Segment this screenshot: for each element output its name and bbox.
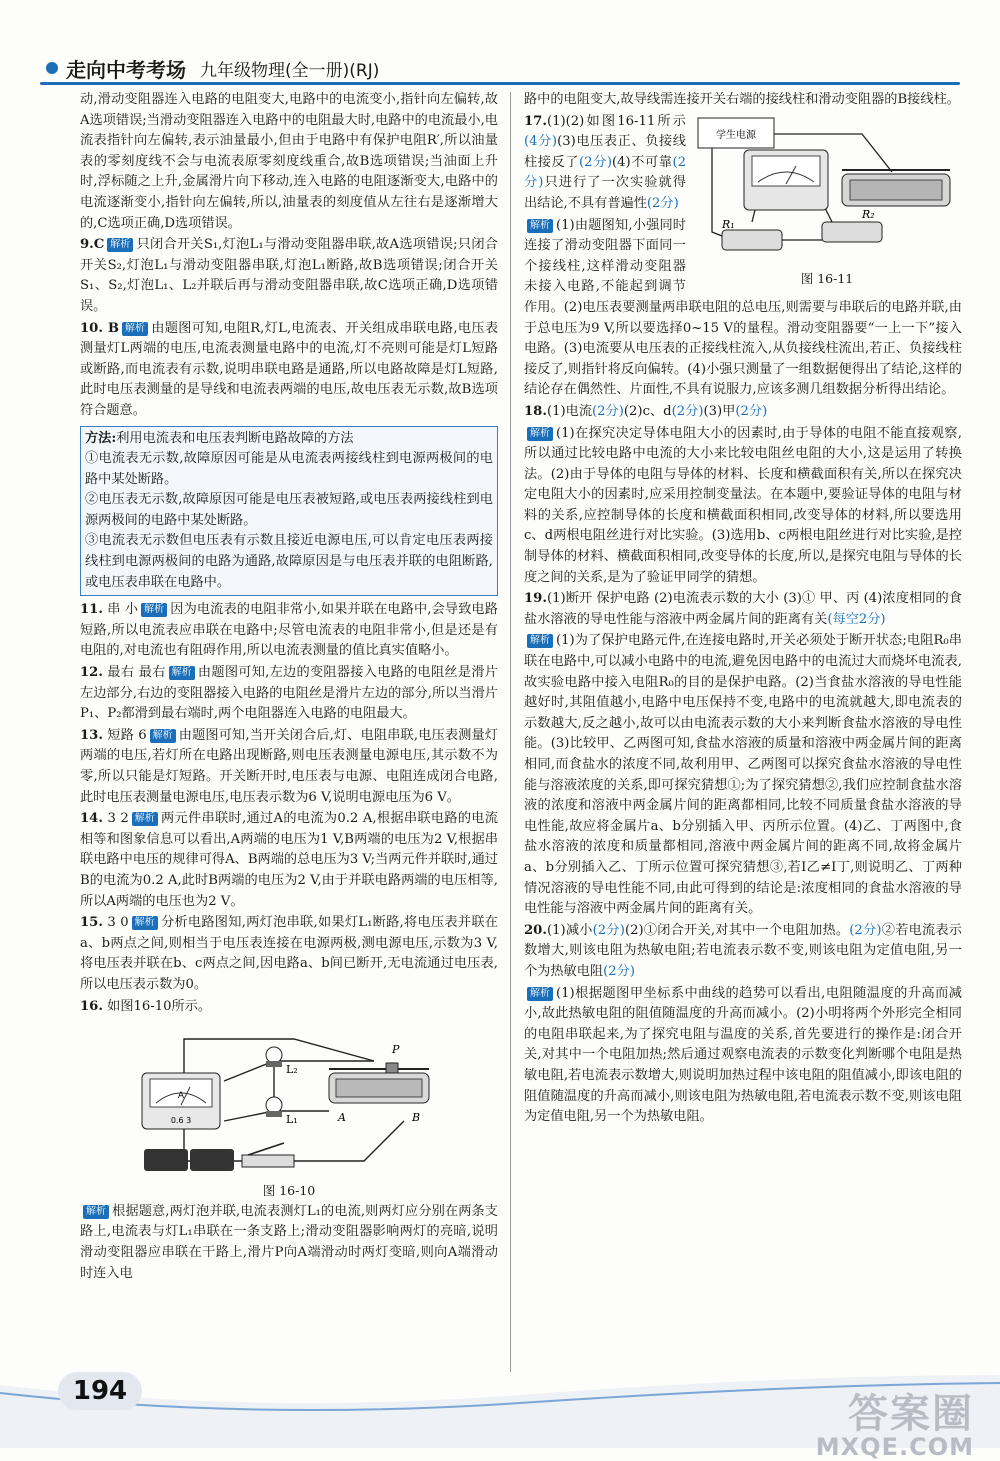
answer-12: [80, 663, 498, 725]
answer-15: [80, 913, 498, 995]
power-supply-label: 学生电源: [716, 129, 756, 141]
page-header: [40, 48, 960, 88]
figure-16-11: [692, 112, 962, 290]
ammeter-scale: 0.6 3: [170, 1116, 192, 1126]
analysis-text: 由题图可知,当开关闭合后,灯、电阻串联,电压表测量灯两端的电压,若灯所在电路出现断路,则电压表测量电源电压,其示数不为零,所以只能是灯短路。开关断开时,电压表与电源、电阻连成闭合电路,此时电压表测量电源电压,电压表示数为6 V,说明电源电压为6 V。: [80, 727, 498, 805]
battery-icon: [144, 1149, 234, 1171]
answer-fill: 短路 6: [107, 727, 147, 743]
bulb-icon: [266, 1097, 282, 1117]
method-item: ②电压表无示数,故障原因可能是电压表被短路,或电压表两接线柱到电源两极间的电路中某处断路。: [85, 492, 493, 528]
answer-text: (1)断开 保护电路 (2)电流表示数的大小 (3)① 甲、丙 (4)浓度相同的食盐水溶液的导电性能与溶液中两金属片间的距离有关: [524, 591, 962, 627]
answer-number: 17.: [524, 113, 547, 129]
answer-fill: 串 小: [107, 602, 139, 618]
analysis-tag: 解析: [141, 603, 167, 617]
answer-number: 14.: [80, 811, 103, 827]
analysis-tag: 解析: [527, 219, 553, 233]
analysis-tag: 解析: [527, 987, 553, 1001]
continued-text: 动,滑动变阻器连入电路的电阻变大,电路中的电流变小,指针向左偏转,故A选项错误;当滑动变阻器连入电路中的电阻最大时,电路中的电流最小,电流表指针向左偏转,表示油量最小,但由于电路中有保护电阻R′,所以油量表的零刻度线不会与电流表原零刻度线重合,故B选项错误;当油面上升时,浮标随之上升,金属滑片向下移动,连入电路的电阻逐渐变大,电路中的电流逐渐变小,指针向左偏转,所以,油量表的刻度值从左往右是逐渐增大的,C选项正确,D选项错误。: [80, 92, 498, 231]
answer-text: (2)c、d: [623, 403, 672, 419]
answer-fill: 最右 最右: [107, 665, 166, 681]
analysis-text: 分析电路图知,两灯泡串联,如果灯L₁断路,将电压表并联在a、b两点之间,则相当于电压表连接在电源两极,测电源电压,示数为3 V,将电压表并联在b、c两点之间,因电路a、b间已断开,无电流通过电压表,所以电压表示数为0。: [80, 915, 498, 992]
points-mark: (2分): [524, 154, 686, 191]
answer-9: [80, 235, 498, 317]
points-mark: (2分): [592, 922, 625, 938]
bulb-icon: [266, 1047, 282, 1067]
points-mark: (2分): [603, 963, 635, 979]
watermark-line2: MXQE.COM: [815, 1433, 974, 1461]
rheostat-icon: [329, 1063, 429, 1103]
answer-text: 如图16-10所示。: [107, 998, 212, 1014]
analysis-tag: 解析: [169, 666, 195, 680]
column-divider: [510, 92, 511, 1372]
answer-number: 15.: [80, 915, 103, 931]
analysis-text: 两元件串联时,通过A的电流为0.2 A,根据串联电路的电流相等和图象信息可以看出,A两端的电压为1 V,B两端的电压为2 V,根据串联电路中电压的规律可得A、B两端的总电压为3 V;当两元件并联时,通过B的电流为0.2 A,此时B两端的电压为2 V,由于并联电路两端的电压相等,所以A两端的电压也为2 V。: [80, 811, 498, 909]
ammeter-letter: A: [177, 1091, 185, 1102]
switch-icon: [242, 1143, 294, 1167]
answer-16: [80, 997, 498, 1018]
analysis-tag: 解析: [122, 322, 148, 336]
book-brand: 走向中考考场: [66, 58, 186, 82]
answer-number: 20.: [524, 922, 547, 938]
analysis-text: (1)为了保护电路元件,在连接电路时,开关必须处于断开状态;电阻R₀串联在电路中,可以减小电路中的电流,避免因电路中的电流过大而烧坏电流表,故实验电路中接入电阻R₀的目的是保护电路。(2)当食盐水溶液的导电性能越好时,其阻值越小,电路中电压保持不变,电路中的电流就越大,即电流表的示数越大,反之越小,故可以由电流表示数的大小来判断食盐水溶液的导电性能。(3)比较甲、乙两图可知,食盐水溶液的质量和溶液中两金属片间的距离相同,而食盐水的浓度不同,故利用甲、乙两图可以探究食盐水溶液的导电性能与溶液浓度的关系,即可探究猜想①;为了探究猜想②,我们应控制食盐水溶液的浓度和溶液中两金属片间的距离都相同,比较不同质量食盐水溶液的导电性能,故应将金属片a、b分别插入甲、丙所示位置。(4)乙、丁两图中,食盐水溶液的浓度和质量都相同,溶液中两金属片间的距离不同,故将金属片a、b分别插入乙、丁所示位置可探究猜想③,若I乙≠I丁,则说明乙、丁两种情况溶液的导电性能不同,由此可得到的结论是:浓度相同的食盐水溶液的导电性能与溶液中两金属片间的距离有关。: [524, 633, 962, 917]
watermark-line1: 答案圈: [848, 1391, 974, 1437]
points-mark: (2分): [849, 922, 882, 938]
label-a: A: [338, 1111, 346, 1125]
points-mark: (2分): [578, 154, 612, 170]
label-p: P: [392, 1043, 400, 1057]
label-r1: R₁: [722, 217, 735, 231]
answer-number: 12.: [80, 665, 103, 681]
analysis-tag: 解析: [527, 427, 553, 441]
circuit-diagram-16-10: [124, 1021, 454, 1179]
label-r2: R₂: [862, 207, 875, 221]
answer-number: 11.: [80, 602, 103, 618]
answer-text: (2)①闭合开关,对其中一个电阻加热。: [624, 922, 850, 938]
answer-text: (1)(2)如图16-11所示: [546, 113, 686, 129]
analysis-tag: 解析: [150, 729, 176, 743]
points-mark: (2分): [671, 403, 704, 419]
analysis-tag: 解析: [527, 634, 553, 648]
answer-number: 9.C: [80, 237, 105, 253]
resistor-icon: [722, 230, 782, 250]
method-box: [80, 426, 498, 597]
figure-caption: 图 16-10: [262, 1183, 316, 1199]
watermark-logo: [816, 1382, 974, 1461]
analysis-text: 根据题意,两灯泡并联,电流表测灯L₁的电流,则两灯应分别在两条支路上,电流表与灯L₁串联在一条支路上;滑动变阻器影响两灯的亮暗,说明滑动变阻器应串联在干路上,滑片P向A端滑动时两灯变暗,则向A端滑动时连入电: [80, 1203, 498, 1281]
answer-number: 10. B: [80, 320, 119, 336]
answer-number: 18.: [524, 403, 547, 419]
answer-text: (3)甲: [703, 403, 736, 419]
label-l1: L₁: [286, 1113, 298, 1127]
analysis-tag: 解析: [83, 1205, 109, 1219]
answer-number: 16.: [80, 998, 103, 1014]
analysis-tag: 解析: [132, 812, 158, 826]
right-column: [524, 90, 962, 1129]
figure-caption: 图 16-11: [800, 271, 854, 287]
analysis-tag: 解析: [132, 916, 158, 930]
answer-16-analysis: [80, 1202, 498, 1284]
analysis-text: 由题图可知,左边的变阻器接入电路的电阻丝是滑片左边部分,右边的变阻器接入电路的电阻丝是滑片左边的部分,所以当滑片P₁、P₂都滑到最右端时,两个电阻器连入电路的电阻最大。: [80, 665, 498, 722]
analysis-text: 因为电流表的电阻非常小,如果并联在电路中,会导致电路短路,所以电流表应串联在电路中;尽管电流表的电阻非常小,但是还是有电阻的,对电流也有阻碍作用,所以电流表测量的值比真实值略小。: [80, 602, 498, 659]
figure-16-10: [124, 1021, 454, 1179]
answer-number: 13.: [80, 727, 103, 743]
analysis-text: 只闭合开关S₁,灯泡L₁与滑动变阻器串联,故A选项错误;只闭合开关S₂,灯泡L₁与滑动变阻器串联,灯泡L₁断路,故B选项错误;闭合开关S₁、S₂,灯泡L₁、L₂并联后再与滑动变阻器串联,故C选项正确,D选项错误。: [80, 237, 498, 314]
analysis-text: 由题图可知,电阻R,灯L,电流表、开关组成串联电路,电压表测量灯L两端的电压,电流表测量电路中的电流,灯不亮则可能是灯L短路或断路,而电流表有示数,说明串联电路是通路,所以电路故障是灯L短路,此时电压表测量的是导线和电流表两端的电压,故电压表无示数,故B选项符合题意。: [80, 320, 499, 418]
answer-text: (1)减小: [546, 922, 593, 938]
analysis-text: (1)由题图知,小强同时连接了滑动变阻器下面同一个接线柱,这样滑动变阻器未接入电路,不能起到调节作用。(2)电压表要测量两串联电阻的总电压,则需要与串联后的电路并联,由于总电压为9 V,所以要选择0~15 V的量程。滑动变阻器要“一上一下”接入电路。(3)电流要从电压表的正接线柱流入,从负接线柱流出,若正、负接线柱接反了,则指针将反向偏转。(4)小强只测量了一组数据便得出了结论,这样的结论存在偶然性、片面性,不具有说服力,应该多测几组数据分析得出结论。: [524, 217, 962, 398]
points-mark: (每空2分): [827, 611, 886, 627]
answer-number: 19.: [524, 591, 547, 607]
answer-text: (3)电压表正、负接线柱接反了: [524, 134, 686, 170]
answer-19: [524, 589, 962, 630]
answer-text: 只进行了一次实验就得出结论,不具有普遍性: [524, 175, 686, 211]
bullet-dot-icon: [46, 62, 58, 74]
answer-14: [80, 809, 498, 912]
resistor-icon: [822, 222, 882, 242]
answer-11: [80, 600, 498, 662]
continued-text: 路中的电阻变大,故导线需连接开关右端的接线柱和滑动变阻器的B接线柱。: [524, 92, 960, 107]
method-item: ①电流表无示数,故障原因可能是从电流表两接线柱到电源两极间的电路中某处断路。: [85, 451, 493, 487]
answer-20: [524, 921, 962, 983]
points-mark: (2分): [646, 195, 679, 211]
answer-text: (1)电流: [546, 403, 593, 419]
points-mark: (2分): [735, 403, 768, 419]
points-mark: (4分): [524, 134, 558, 150]
answer-text: ②若电流表示数增大,则该电阻为热敏电阻;若电流表示数不变,则该电阻为定值电阻,另一个为热敏电阻: [524, 922, 962, 979]
analysis-text: (1)在探究决定导体电阻大小的因素时,由于导体的电阻不能直接观察,所以通过比较电路中电流的大小来比较电阻丝电阻的大小,这是运用了转换法。(2)由于导体的电阻与导体的材料、长度和横截面积有关,所以在探究决定电阻大小的因素时,应采用控制变量法。在本题中,要验证导体的电阻与材料的关系,应控制导体的长度和横截面积相同,改变导体的材料,所以要选用c、d两根电阻丝进行对比实验。(3)选用b、c两根电阻丝进行对比实验,是控制导体的材料、横截面积相同,改变导体的长度,所以,是探究电阻与导体的长度之间的关系,是为了验证甲同学的猜想。: [524, 425, 962, 585]
method-title-line: [85, 429, 493, 450]
method-title: 方法:: [85, 430, 117, 446]
page-number: 194: [58, 1372, 142, 1410]
answer-10: [80, 319, 498, 422]
analysis-tag: 解析: [107, 238, 133, 252]
answer-text: (4)不可靠: [611, 154, 673, 170]
answer-fill: 3 2: [107, 811, 129, 827]
method-title-text: 利用电流表和电压表判断电路故障的方法: [116, 430, 354, 446]
circuit-diagram-16-11: [692, 112, 962, 262]
header-rule: [40, 82, 960, 85]
left-column: [80, 90, 498, 1285]
voltmeter-icon: [744, 150, 828, 210]
answer-fill: 3 0: [107, 915, 129, 931]
answer-13: [80, 726, 498, 808]
points-mark: (2分): [592, 403, 624, 419]
answer-17: [524, 112, 962, 402]
method-item: ③电流表无示数但电压表有示数且接近电源电压,可以肯定电压表两接线柱到电源两极间的电路为通路,故障原因是与电压表并联的电阻断路,或电压表串联在电路中。: [85, 533, 493, 590]
book-subtitle: 九年级物理(全一册)(RJ): [200, 61, 380, 81]
label-b: B: [412, 1111, 421, 1125]
analysis-text: (1)根据题图甲坐标系中曲线的趋势可以看出,电阻随温度的升高而减小,故此热敏电阻的阻值随温度的升高而减小。(2)小明将两个外形完全相同的电阻串联起来,为了探究电阻与温度的关系,首先要进行的操作是:闭合开关,对其中一个电阻加热;然后通过观察电流表的示数变化判断哪个电阻是热敏电阻,若电流表示数增大,则说明加热过程中该电阻的阻值减小,即该电阻的阻值随温度的升高而减小,则该电阻为热敏电阻,若电流表示数不变,则该电阻为定值电阻,另一个为热敏电阻。: [524, 985, 962, 1125]
answer-18: [524, 402, 962, 423]
label-l2: L₂: [286, 1063, 298, 1077]
rheostat-icon: [842, 170, 950, 206]
